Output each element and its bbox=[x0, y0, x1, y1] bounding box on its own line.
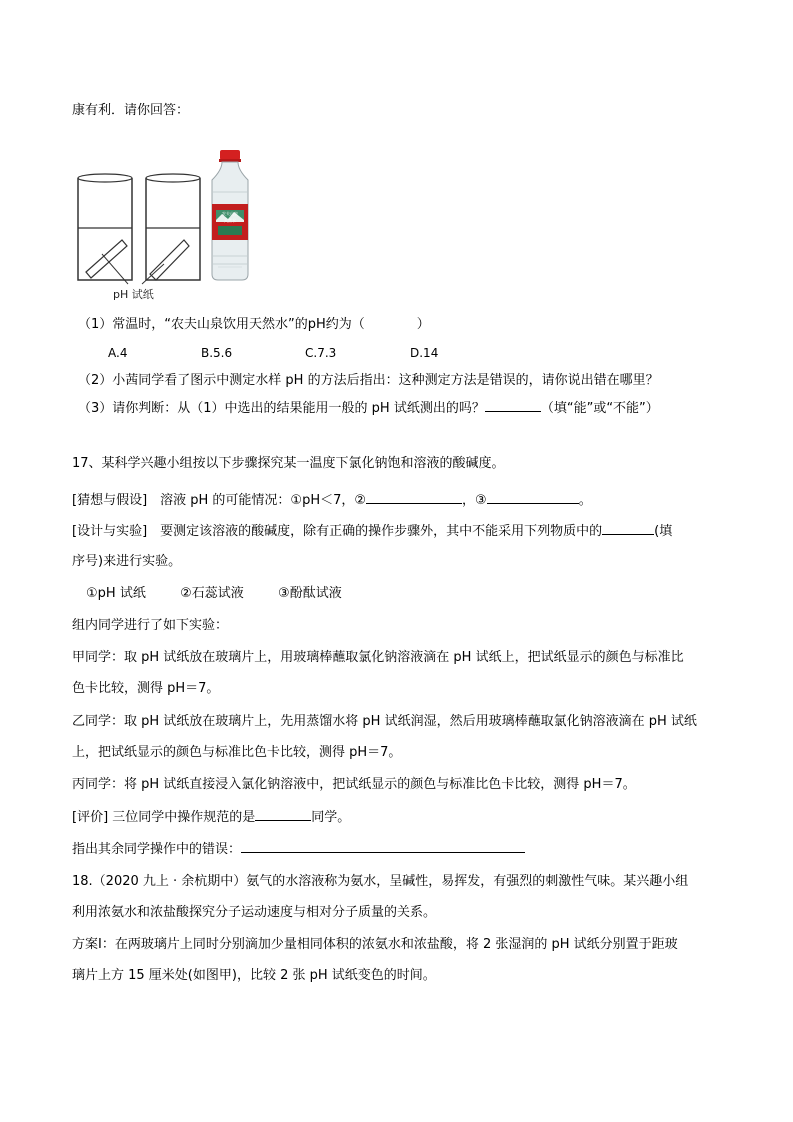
q18-line1: 18.（2020 九上 · 余杭期中）氨气的水溶液称为氨水，呈碱性，易挥发，有强烈的刺激性气味。某兴趣小组 bbox=[72, 874, 689, 889]
q16-option-a: A.4 bbox=[108, 346, 128, 360]
q18-line3: 方案Ⅰ：在两玻璃片上同时分别滴加少量相同体积的浓氨水和浓盐酸，将 2 张湿润的 pH 试纸分别置于距玻 bbox=[72, 937, 678, 952]
ph-paper-strip-right bbox=[150, 240, 189, 280]
answer-blank-guess-3[interactable] bbox=[487, 491, 579, 504]
answer-blank-q16-3[interactable] bbox=[485, 399, 541, 412]
q17-jia-line1: 甲同学：取 pH 试纸放在玻璃片上，用玻璃棒蘸取氯化钠溶液滴在 pH 试纸上，把试纸显示的颜色与标准比 bbox=[72, 650, 684, 665]
q18-line4: 璃片上方 15 厘米处(如图甲)，比较 2 张 pH 试纸变色的时间。 bbox=[72, 968, 436, 983]
ph-test-figure bbox=[72, 146, 272, 308]
q17-yi-line2: 上，把试纸显示的颜色与标准比色卡比较，测得 pH＝7。 bbox=[72, 745, 402, 760]
intro-text: 康有利．请你回答： bbox=[72, 103, 190, 118]
beaker-left bbox=[78, 174, 132, 280]
q18-line2: 利用浓氨水和浓盐酸探究分子运动速度与相对分子质量的关系。 bbox=[72, 905, 437, 920]
q17-guess: [猜想与假设] 溶液 pH 的可能情况：①pH＜7，② ，③ 。 bbox=[72, 493, 592, 508]
q17-group: 组内同学进行了如下实验： bbox=[72, 618, 229, 633]
q17-yi-line1: 乙同学：取 pH 试纸放在玻璃片上，先用蒸馏水将 pH 试纸润湿，然后用玻璃棒蘸取氯化钠溶液滴在 pH 试纸 bbox=[72, 714, 697, 729]
q17-bing: 丙同学：将 pH 试纸直接浸入氯化钠溶液中，把试纸显示的颜色与标准比色卡比较，测得 pH＝7。 bbox=[72, 777, 636, 792]
q16-part2: （2）小茜同学看了图示中测定水样 pH 的方法后指出：这种测定方法是错误的，请你说出错在哪里？ bbox=[78, 373, 659, 388]
ph-paper-label: pH 试纸 bbox=[113, 288, 154, 301]
q17-design: [设计与实验] 要测定该溶液的酸碱度，除有正确的操作步骤外，其中不能采用下列物质中的 (填 bbox=[72, 524, 673, 539]
q16-option-d: D.14 bbox=[410, 346, 439, 360]
q16-option-c: C.7.3 bbox=[305, 346, 337, 360]
answer-blank-eval[interactable] bbox=[255, 808, 311, 821]
q16-option-b: B.5.6 bbox=[201, 346, 233, 360]
q17-materials: ①pH 试纸 ②石蕊试液 ③酚酞试液 bbox=[86, 586, 342, 601]
q16-part1: （1）常温时，“农夫山泉饮用天然水”的pH约为（ ） bbox=[78, 317, 430, 332]
q17-jia-line2: 色卡比较，测得 pH＝7。 bbox=[72, 681, 220, 696]
q17-title: 17、某科学兴趣小组按以下步骤探究某一温度下氯化钠饱和溶液的酸碱度。 bbox=[72, 456, 505, 471]
answer-blank-guess-2[interactable] bbox=[366, 491, 462, 504]
answer-blank-design[interactable] bbox=[602, 522, 654, 535]
beaker-right bbox=[146, 174, 200, 280]
q16-part3: （3）请你判断：从（1）中选出的结果能用一般的 pH 试纸测出的吗？ （填“能”或“不能”） bbox=[78, 401, 659, 416]
q17-eval: [评价] 三位同学中操作规范的是 同学。 bbox=[72, 810, 351, 825]
bottle-label-text: 农夫山泉 天然水 bbox=[222, 211, 238, 223]
q17-error: 指出其余同学操作中的错误： bbox=[72, 840, 525, 859]
beakers-illustration bbox=[72, 146, 272, 308]
answer-blank-error[interactable] bbox=[241, 840, 525, 853]
q17-design-cont: 序号)来进行实验。 bbox=[72, 554, 182, 569]
